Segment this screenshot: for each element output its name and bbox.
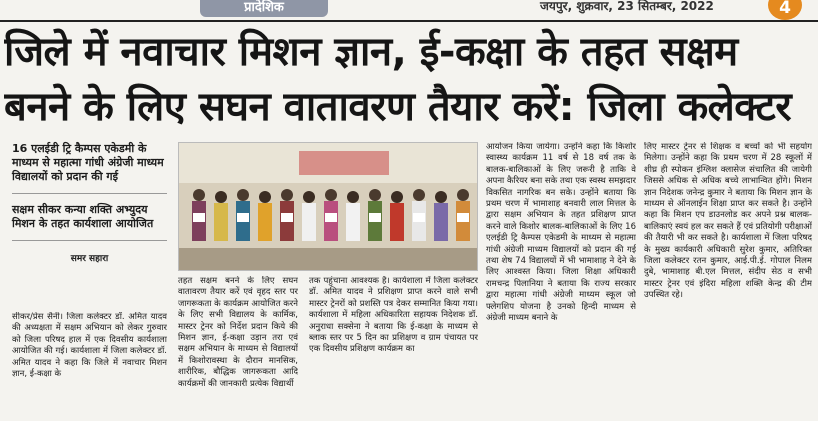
sidebar-decks [12, 142, 167, 268]
headline-line-2: बनने के लिए सघन वातावरण तैयार करें: जिला कलेक्टर [4, 84, 792, 130]
article-column-2: तहत सक्षम बनने के लिए सघन वातावरण तैयार करें एवं वृहद स्तर पर जागरूकता के कार्यक्रम आयोजित करने के लिए सभी विद्यालय के कार्मिक, मास्टर ट्रेनर को निर्देश प्रदान किये की मिशन ज्ञान, ई-कक्षा उड़ान तरा एवं सक्षम अभियान के माध्यम से विद्यालयों में किशोरावस्था के दौरान मानसिक, शारीरिक, बौद्धिक जागरूकता आदि कार्यक्रमों की जानकारी प्रत्येक विद्यार्थी [178, 276, 298, 389]
article-column-5: लिए मास्टर ट्रेनर से शिक्षक व बच्चों को भी सहयोग मिलेगा। उन्होंने कहा कि प्रथम चरण में 28 स्कूलों में शीघ्र ही स्पोकन इंग्लिश क्लासेज संचालित की जायेगी जिससे अधिक से अधिक बच्चे लाभान्वित होंगे। मिशन ज्ञान निदेशक जनेन्द्र कुमार ने बताया कि मिशन ज्ञान के माध्यम से ऑनलाईन शिक्षा प्राप्त कर सकते है। उन्होंने कहा कि मिशन एप डाउनलोड कर अपने प्रश्न बालक-बालिकाएं स्वयं हल कर सकते हैं एवं प्रतियोगी परीक्षाओं की तैयारी भी कर सकते है। कार्यशाला में जिला परिषद के मुख्य कार्यकारी अधिकारी सुरेश कुमार, अतिरिक्त जिला कलेक्टर रतन कुमार, आई.पी.ई. गोपाल निलम दुबे, भामाशाह बी.एल मित्तल, संदीप सेठ व सभी मास्टर ट्रेनर एवं इंदिरा महिला शक्ति केन्द्र की टीम उपस्थित रहे। [644, 142, 812, 301]
headline-line-1: जिले में नवाचार मिशन ज्ञान, ई-कक्षा के तहत सक्षम [4, 29, 738, 75]
page-number-badge: 4 [768, 0, 802, 20]
group-photo-image [179, 143, 477, 270]
news-photo [178, 142, 478, 271]
byline: समर सहारा [70, 254, 109, 264]
dateline: जयपुर, शुक्रवार, 23 सितम्बर, 2022 [540, 0, 714, 13]
article-column-1: सीकर/प्रेस सैनी। जिला कलेक्टर डॉ. अमित यादव की अध्यक्षता में सक्षम अभियान को लेकर गुरुवार को जिला परिषद हाल में एक दिवसीय कार्यशाला आयोजित की गई। कार्यशाला में जिला कलेक्टर डॉ. अमित यादव ने कहा कि जिले में नवाचार मिशन ज्ञान, ई-कक्षा के [12, 312, 167, 380]
article-column-3: तक पहुंचाना आवश्यक है। कार्यशाला में जिला कलेक्टर डॉ. अमित यादव ने प्रशिक्षण प्राप्त करने वाले सभी मास्टर ट्रेनरों को प्रशस्ति पत्र देकर सम्मानित किया गया। कार्यशाला में महिला अधिकारिता सहायक निदेशक डॉ. अनुराधा सक्सेना ने बताया कि ई-कक्षा के माध्यम से ब्लाक स्तर पर 5 दिन का प्रशिक्षण व ग्राम पंचायत पर एक दिवसीय प्रशिक्षण कार्यक्रम का [309, 276, 478, 355]
section-label: प्रादेशिक [200, 0, 328, 17]
header-rule [0, 20, 818, 22]
deck-2: सक्षम सीकर कन्या शक्ति अभ्युदय मिशन के तहत कार्यशाला आयोजित [12, 203, 154, 230]
article-column-4: आयोजन किया जायेगा। उन्होंने कहा कि किशोर स्वास्थ्य कार्यक्रम 11 वर्ष से 18 वर्ष तक के बालक-बालिकाओं के लिए जरूरी है ताकि वे अपना कैरियर बना सके तथा एक स्वस्थ समझदार विकसित नागरिक बन सके। उन्होंने बताया कि प्रथम चरण में भामाशाह बनवारी लाल मित्तल के द्वारा सक्षम अभियान के तहत प्रशिक्षण प्राप्त करने वाले किशोर बालक-बालिकाओं के लिए 16 एलईडी ट्रि कैम्पस एकेडमी के माध्यम से महात्मा गांधी अंग्रेजी माध्यम विद्यालयों को प्रदान की गई तथा शेष 74 विद्यालयों में भी भामाशाह ने देने के लिए आश्वस्त किया। जिला शिक्षा अधिकारी रामचन्द्र पिलानिया ने बताया कि राज्य सरकार द्वारा महात्मा गांधी अंग्रेजी माध्यम स्कूल जो फ्लेगशिप योजना है उनको हिन्दी माध्यम से अंग्रेजी माध्यम बनाने के [486, 142, 636, 324]
masthead-strip [0, 0, 818, 18]
deck-1: 16 एलईडी ट्रि कैम्पस एकेडमी के माध्यम से महात्मा गांधी अंग्रेजी माध्यम विद्यालयों को प्रदान की गई [12, 142, 164, 183]
deck-divider [12, 193, 167, 194]
deck-divider [12, 240, 167, 241]
